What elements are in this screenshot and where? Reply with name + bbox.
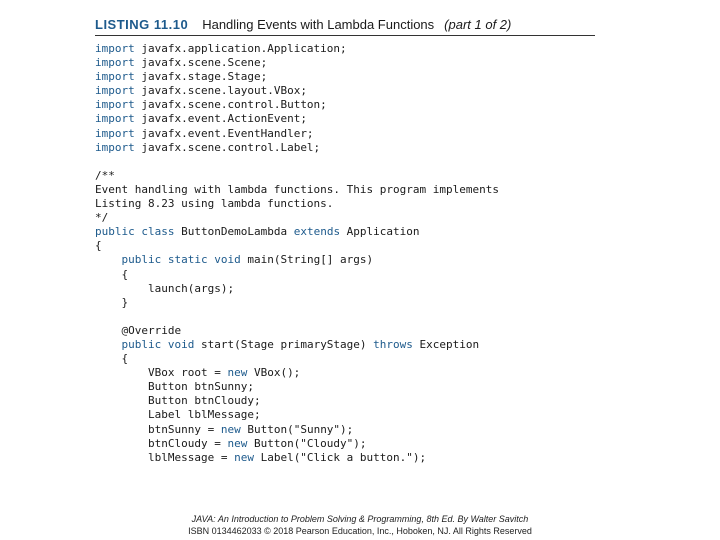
code-text: Button btnSunny; bbox=[95, 380, 254, 394]
code-line bbox=[95, 169, 499, 183]
code-line bbox=[95, 56, 499, 70]
code-line bbox=[95, 98, 499, 112]
code-line bbox=[95, 127, 499, 141]
code-line bbox=[95, 211, 499, 225]
code-text: javafx.scene.Scene; bbox=[134, 56, 268, 70]
code-line bbox=[95, 408, 499, 422]
code-keyword: public void bbox=[121, 337, 195, 351]
code-line bbox=[95, 310, 499, 324]
code-text: launch(args); bbox=[95, 281, 235, 295]
code-text: /** bbox=[95, 168, 115, 182]
code-text: Label("Click a button."); bbox=[253, 450, 427, 464]
code-line bbox=[95, 380, 499, 394]
code-line bbox=[95, 394, 499, 408]
code-keyword: extends bbox=[293, 225, 341, 239]
code-keyword: throws bbox=[373, 337, 413, 351]
code-keyword: new bbox=[227, 366, 248, 380]
footer-copyright: ISBN 0134462033 © 2018 Pearson Education, Inc., Hoboken, NJ. All Rights Reserved bbox=[188, 526, 532, 536]
code-line bbox=[95, 239, 499, 253]
code-line bbox=[95, 296, 499, 310]
code-line bbox=[95, 225, 499, 239]
code-keyword: import bbox=[95, 126, 135, 140]
code-line bbox=[95, 42, 499, 56]
code-line bbox=[95, 338, 499, 352]
code-text: javafx.application.Application; bbox=[134, 42, 347, 55]
code-line bbox=[95, 112, 499, 126]
code-keyword: public class bbox=[95, 225, 175, 239]
code-line bbox=[95, 155, 499, 169]
code-text: Button("Cloudy"); bbox=[247, 436, 367, 450]
code-text: javafx.scene.control.Label; bbox=[134, 140, 321, 154]
code-line bbox=[95, 451, 499, 465]
code-line bbox=[95, 352, 499, 366]
code-text: VBox root = bbox=[95, 366, 228, 380]
code-text: main(String[] args) bbox=[240, 253, 374, 267]
code-line bbox=[95, 84, 499, 98]
code-text: start(Stage primaryStage) bbox=[194, 337, 374, 351]
footer-citation: JAVA: An Introduction to Problem Solving & Programming, 8th Ed. By Walter Savitch bbox=[191, 514, 529, 524]
code-text: { bbox=[95, 267, 129, 281]
listing-part: (part 1 of 2) bbox=[444, 17, 512, 32]
code-text: Event handling with lambda functions. This program implements bbox=[95, 182, 499, 196]
code-keyword: import bbox=[95, 112, 135, 126]
code-text bbox=[95, 253, 122, 266]
code-text: btnCloudy = bbox=[95, 436, 228, 450]
code-text: javafx.event.EventHandler; bbox=[134, 126, 314, 140]
listing-heading bbox=[95, 16, 511, 34]
code-line bbox=[95, 197, 499, 211]
code-text: javafx.scene.layout.VBox; bbox=[134, 84, 307, 98]
code-text: } bbox=[95, 295, 129, 309]
code-line bbox=[95, 423, 499, 437]
listing-label: LISTING 11.10 bbox=[95, 17, 189, 32]
code-line bbox=[95, 282, 499, 296]
code-keyword: new bbox=[220, 422, 241, 436]
code-line bbox=[95, 70, 499, 84]
code-keyword: import bbox=[95, 84, 135, 98]
code-keyword: public static void bbox=[121, 253, 241, 267]
code-line bbox=[95, 324, 499, 338]
code-text: Listing 8.23 using lambda functions. bbox=[95, 197, 334, 211]
code-keyword: import bbox=[95, 98, 135, 112]
code-line bbox=[95, 253, 499, 267]
code-text: Exception bbox=[412, 337, 480, 351]
code-line bbox=[95, 437, 499, 451]
code-keyword: import bbox=[95, 70, 135, 84]
code-keyword: import bbox=[95, 42, 135, 55]
code-text: { bbox=[95, 352, 129, 366]
code-listing bbox=[95, 42, 499, 465]
code-text: Button btnCloudy; bbox=[95, 394, 261, 408]
heading-rule bbox=[95, 35, 595, 36]
code-keyword: import bbox=[95, 140, 135, 154]
code-line bbox=[95, 268, 499, 282]
code-text: lblMessage = bbox=[95, 450, 235, 464]
footer bbox=[0, 513, 720, 537]
code-text: btnSunny = bbox=[95, 422, 221, 436]
code-text: javafx.scene.control.Button; bbox=[134, 98, 327, 112]
code-keyword: new bbox=[227, 436, 248, 450]
code-text: { bbox=[95, 239, 102, 253]
code-text: VBox(); bbox=[247, 366, 301, 380]
code-keyword: import bbox=[95, 56, 135, 70]
code-text: Label lblMessage; bbox=[95, 408, 261, 422]
code-line bbox=[95, 366, 499, 380]
code-text: @Override bbox=[95, 323, 182, 337]
code-line bbox=[95, 141, 499, 155]
code-text: Button("Sunny"); bbox=[240, 422, 354, 436]
code-text: */ bbox=[95, 211, 109, 225]
code-line bbox=[95, 183, 499, 197]
code-text: javafx.stage.Stage; bbox=[134, 70, 268, 84]
code-text: javafx.event.ActionEvent; bbox=[134, 112, 307, 126]
code-text: Application bbox=[340, 225, 420, 239]
code-text bbox=[95, 338, 122, 351]
code-keyword: new bbox=[234, 450, 254, 464]
code-text: ButtonDemoLambda bbox=[174, 225, 294, 239]
listing-title: Handling Events with Lambda Functions bbox=[202, 17, 435, 32]
